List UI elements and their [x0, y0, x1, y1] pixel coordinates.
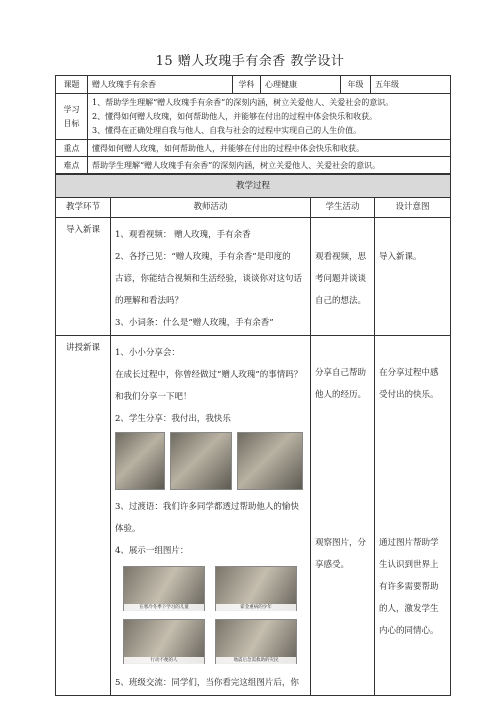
- goal-item: 2、懂得如何赠人玫瑰，如何帮助他人，并能够在付出的过程中体会快乐和收获。: [92, 111, 378, 121]
- student-lesson: [311, 336, 375, 696]
- process-band: 教学过程: [56, 175, 451, 198]
- teacher-line: 5、班级交流：同学们，当你看完这组图片后，你: [115, 678, 299, 688]
- course-label: 课题: [56, 76, 88, 94]
- student-share: 分享自己帮助他人的经历。: [315, 368, 367, 400]
- picture-caption: 霍金重病的少年: [216, 604, 296, 611]
- stage-intro: 导入新课: [56, 218, 111, 336]
- picture: [123, 619, 205, 664]
- share-photos: [115, 432, 306, 490]
- picture-caption: 在寒冷冬季下学习的儿童: [124, 604, 204, 611]
- teacher-line: 2、各抒己见：“赠人玫瑰，手有余香”是印度的: [115, 252, 291, 262]
- teacher-line: 在成长过程中，你曾经做过“赠人玫瑰”的事情吗？: [115, 370, 303, 380]
- teacher-line: 古谚，你能结合视频和生活经验，谈谈你对这句话: [115, 274, 303, 284]
- teacher-line: 和我们分享一下吧！: [115, 392, 192, 402]
- teacher-line: 3、小词条：什么是“赠人玫瑰，手有余香”: [115, 318, 274, 328]
- intent-pictures: 通过图片帮助学生认识到世界上有许多需要帮助的人，激发学生内心的同情心。: [379, 538, 439, 636]
- grade-label: 年级: [341, 76, 371, 94]
- difficulty-value: 帮助学生理解“赠人玫瑰手有余香”的深刻内涵，树立关爱他人、关爱社会的意识。: [88, 157, 451, 174]
- picture-grid: [123, 566, 306, 664]
- teacher-line: 4、展示一组图片：: [115, 546, 189, 556]
- intent-lesson: [375, 336, 451, 696]
- grade-value: 五年级: [371, 76, 451, 94]
- photo: [115, 432, 165, 490]
- page-title: 15 赠人玫瑰手有余香 教学设计: [155, 54, 345, 69]
- goals-label-text: 学习目标: [63, 104, 80, 128]
- picture: [123, 566, 205, 611]
- header-stage: 教学环节: [56, 198, 111, 218]
- student-observe: 观察图片，分享感受。: [315, 538, 367, 570]
- teacher-lesson: [111, 336, 311, 696]
- subject-value: 心理健康: [261, 76, 341, 94]
- teacher-line: 1、小小分享会：: [115, 348, 180, 358]
- difficulty-label: 难点: [56, 157, 88, 174]
- goals-cell: [88, 94, 451, 140]
- goal-item: 3、懂得在正确处理自我与他人、自我与社会的过程中实现自己的人生价值。: [92, 125, 362, 135]
- picture-caption: 地震后急需救助的灾民: [216, 657, 296, 664]
- teacher-intro: [111, 218, 311, 336]
- teacher-line: 的理解和看法吗？: [115, 296, 184, 306]
- header-intent: 设计意图: [375, 198, 451, 218]
- stage-lesson: 讲授新课: [56, 336, 111, 696]
- subject-label: 学科: [233, 76, 261, 94]
- goals-label: [56, 94, 88, 140]
- teacher-line: 3、过渡语：我们许多同学都透过帮助他人的愉快: [115, 502, 299, 512]
- key-value: 懂得如何赠人玫瑰，如何帮助他人，并能够在付出的过程中体会快乐和收获。: [88, 140, 451, 157]
- lesson-info-table: [55, 75, 451, 174]
- intent-intro: 导入新课。: [375, 218, 451, 336]
- teacher-line: 1、观看视频： 赠人玫瑰，手有余香: [115, 230, 251, 240]
- picture: [215, 619, 297, 664]
- picture-caption: 行动不便的人: [124, 657, 204, 664]
- photo: [170, 432, 232, 490]
- picture: [215, 566, 297, 611]
- goal-item: 1、帮助学生理解“赠人玫瑰手有余香”的深刻内涵，树立关爱他人、关爱社会的意识。: [92, 97, 394, 107]
- teaching-process-table: [55, 174, 451, 696]
- teacher-line: 2、学生分享：我付出，我快乐: [115, 414, 231, 424]
- intent-share: 在分享过程中感受付出的快乐。: [379, 368, 439, 400]
- header-teacher: 教师活动: [111, 198, 311, 218]
- key-label: 重点: [56, 140, 88, 157]
- header-student: 学生活动: [311, 198, 375, 218]
- photo: [237, 432, 303, 490]
- student-intro: 观看视频，思考问题并谈谈自己的想法。: [311, 218, 375, 336]
- teacher-line: 体验。: [115, 524, 141, 534]
- course-value: 赠人玫瑰手有余香: [88, 76, 233, 94]
